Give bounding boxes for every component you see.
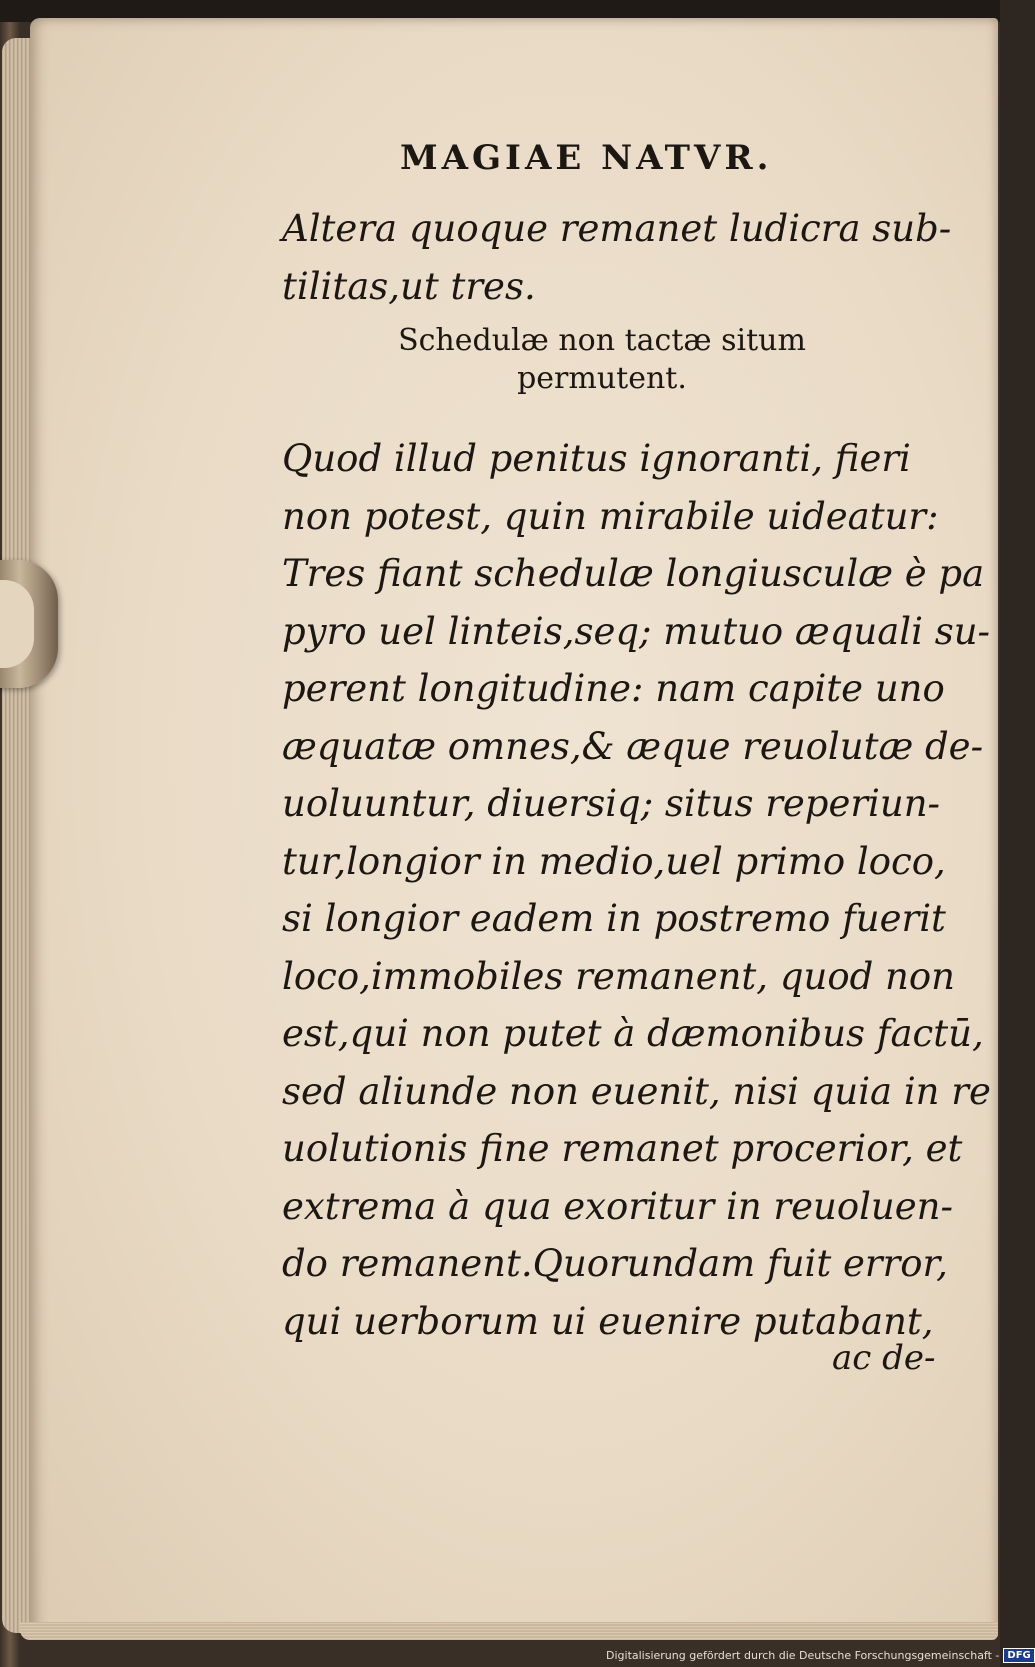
dfg-logo: DFG	[1003, 1648, 1034, 1663]
heading-line: Schedulæ non tactæ situm	[398, 323, 806, 358]
running-head: MAGIAE NATVR.	[400, 138, 773, 178]
heading-line: permutent.	[517, 361, 687, 396]
body-line: Quod illud penitus ignoranti, fieri	[282, 437, 911, 480]
body-line: non potest, quin mirabile uideatur:	[282, 494, 939, 538]
body-line: si longior eadem in postremo fuerit	[282, 897, 946, 940]
footer-text: Digitalisierung gefördert durch die Deutsche Forschungsgemeinschaft -	[606, 1649, 1000, 1662]
section-heading	[282, 322, 922, 398]
body-line: do remanent.Quorundam fuit error,	[282, 1242, 948, 1285]
body-line: tur,longior in medio,uel primo loco,	[282, 839, 946, 883]
body-line: æquatæ omnes,& æque reuolutæ de-	[282, 724, 984, 768]
body-paragraph	[282, 430, 991, 1350]
body-line: extrema à qua exoritur in reuoluen-	[282, 1184, 953, 1228]
body-line: est,qui non putet à dæmonibus factū,	[282, 1012, 984, 1055]
body-line: loco,immobiles remanent, quod non	[282, 954, 955, 998]
intro-line: Altera quoque remanet ludicra sub-	[282, 207, 952, 250]
catchword: ac de-	[832, 1338, 936, 1378]
body-line: Tres fiant schedulæ longiusculæ è pa	[282, 552, 985, 595]
digitization-footer	[606, 1648, 1031, 1663]
body-line: qui uerborum ui euenire putabant,	[282, 1299, 934, 1343]
body-line: perent longitudine: nam capite uno	[282, 667, 945, 710]
body-line: sed aliunde non euenit, nisi quia in re	[282, 1069, 991, 1113]
intro-paragraph	[282, 200, 952, 316]
body-line: uolutionis fine remanet procerior, et	[282, 1127, 963, 1170]
intro-line: tilitas,ut tres.	[282, 265, 536, 308]
body-line: pyro uel linteis,seq; mutuo æquali su-	[282, 609, 991, 653]
page-bottom-edge	[20, 1622, 998, 1640]
body-line: uoluuntur, diuersiq; situs reperiun-	[282, 782, 941, 825]
